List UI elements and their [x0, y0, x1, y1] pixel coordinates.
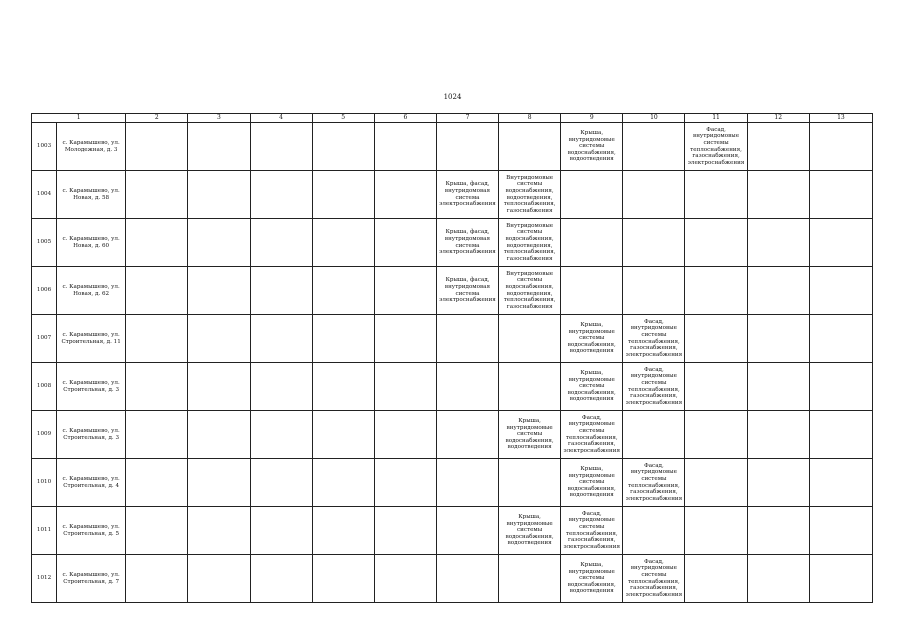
table-row [32, 459, 873, 507]
work-cell [747, 315, 809, 363]
work-cell: Фасад, внутридомовые системы теплоснабжения, газоснабжения, электроснабжения [623, 459, 685, 507]
work-cell: Фасад, внутридомовые системы теплоснабжения, газоснабжения, электроснабжения [623, 315, 685, 363]
column-header-8: 8 [499, 114, 561, 123]
address-cell: с. Карамышево, ул. Строительная, д. 11 [57, 315, 126, 363]
work-cell [188, 459, 250, 507]
work-cell [685, 507, 747, 555]
work-cell: Фасад, внутридомовые системы теплоснабжения, газоснабжения, электроснабжения [623, 555, 685, 603]
work-cell [623, 267, 685, 315]
work-cell [685, 411, 747, 459]
column-header-11: 11 [685, 114, 747, 123]
address-cell: с. Карамышево, ул. Новая, д. 58 [57, 171, 126, 219]
work-cell [747, 507, 809, 555]
address-cell: с. Карамышево, ул. Новая, д. 62 [57, 267, 126, 315]
work-cell [809, 267, 872, 315]
work-cell [312, 267, 374, 315]
column-header-13: 13 [809, 114, 872, 123]
work-cell [312, 555, 374, 603]
work-cell [685, 315, 747, 363]
work-cell [374, 171, 436, 219]
work-cell [436, 459, 498, 507]
work-cell [499, 459, 561, 507]
table-row [32, 123, 873, 171]
header-row [32, 114, 873, 123]
address-cell: с. Карамышево, ул. Строительная, д. 5 [57, 507, 126, 555]
work-cell: Крыша, внутридомовые системы водоснабжения, водоотведения [561, 555, 623, 603]
column-header-4: 4 [250, 114, 312, 123]
work-cell: Фасад, внутридомовые системы теплоснабжения, газоснабжения, электроснабжения [623, 363, 685, 411]
work-cell: Крыша, внутридомовые системы водоснабжения, водоотведения [561, 123, 623, 171]
work-cell [809, 123, 872, 171]
work-cell [250, 315, 312, 363]
work-cell: Внутридомовые системы водоснабжения, водоотведения, теплоснабжения, газоснабжения [499, 219, 561, 267]
column-header-5: 5 [312, 114, 374, 123]
work-cell [250, 219, 312, 267]
work-cell [374, 219, 436, 267]
work-cell [374, 555, 436, 603]
work-cell: Крыша, внутридомовые системы водоснабжения, водоотведения [499, 411, 561, 459]
work-cell [436, 363, 498, 411]
work-cell [623, 171, 685, 219]
repair-schedule-table [31, 113, 873, 603]
work-cell [188, 363, 250, 411]
work-cell [312, 507, 374, 555]
work-cell [188, 315, 250, 363]
column-header-10: 10 [623, 114, 685, 123]
row-number: 1012 [32, 555, 57, 603]
column-header-2: 2 [126, 114, 188, 123]
table-row [32, 315, 873, 363]
table-row [32, 267, 873, 315]
work-cell [250, 411, 312, 459]
work-cell: Крыша, внутридомовые системы водоснабжения, водоотведения [561, 363, 623, 411]
work-cell: Крыша, внутридомовые системы водоснабжения, водоотведения [499, 507, 561, 555]
work-cell [747, 219, 809, 267]
work-cell: Крыша, фасад, внутридомовая система электроснабжения [436, 219, 498, 267]
work-cell [436, 507, 498, 555]
work-cell: Фасад, внутридомовые системы теплоснабжения, газоснабжения, электроснабжения [561, 411, 623, 459]
work-cell [747, 411, 809, 459]
work-cell [126, 459, 188, 507]
work-cell: Крыша, фасад, внутридомовая система электроснабжения [436, 267, 498, 315]
work-cell [250, 267, 312, 315]
work-cell [374, 411, 436, 459]
work-cell [623, 507, 685, 555]
row-number: 1006 [32, 267, 57, 315]
work-cell [747, 267, 809, 315]
work-cell [809, 459, 872, 507]
work-cell: Крыша, фасад, внутридомовая система электроснабжения [436, 171, 498, 219]
work-cell [685, 363, 747, 411]
column-header-12: 12 [747, 114, 809, 123]
work-cell [126, 363, 188, 411]
work-cell: Крыша, внутридомовые системы водоснабжения, водоотведения [561, 459, 623, 507]
work-cell [250, 507, 312, 555]
work-cell [188, 123, 250, 171]
work-cell [374, 123, 436, 171]
work-cell [374, 363, 436, 411]
work-cell: Крыша, внутридомовые системы водоснабжения, водоотведения [561, 315, 623, 363]
work-cell [809, 411, 872, 459]
work-cell [561, 219, 623, 267]
work-cell: Внутридомовые системы водоснабжения, водоотведения, теплоснабжения, газоснабжения [499, 267, 561, 315]
work-cell [250, 123, 312, 171]
work-cell [747, 171, 809, 219]
address-cell: с. Карамышево, ул. Строительная, д. 7 [57, 555, 126, 603]
address-cell: с. Карамышево, ул. Новая, д. 60 [57, 219, 126, 267]
row-number: 1003 [32, 123, 57, 171]
work-cell [809, 219, 872, 267]
column-header-3: 3 [188, 114, 250, 123]
work-cell [188, 411, 250, 459]
work-cell [126, 315, 188, 363]
work-cell [499, 123, 561, 171]
address-cell: с. Карамышево, ул. Строительная, д. 3 [57, 411, 126, 459]
work-cell [561, 171, 623, 219]
work-cell [126, 411, 188, 459]
work-cell [126, 171, 188, 219]
work-cell [623, 123, 685, 171]
work-cell [499, 363, 561, 411]
work-cell [126, 123, 188, 171]
work-cell [250, 171, 312, 219]
work-cell [499, 315, 561, 363]
work-cell [623, 219, 685, 267]
work-cell [312, 123, 374, 171]
work-cell [747, 363, 809, 411]
column-header-7: 7 [436, 114, 498, 123]
work-cell [685, 171, 747, 219]
column-header-6: 6 [374, 114, 436, 123]
work-cell [312, 171, 374, 219]
page-number: 1024 [443, 93, 462, 101]
work-cell [312, 459, 374, 507]
table-row [32, 507, 873, 555]
work-cell: Фасад, внутридомовые системы теплоснабжения, газоснабжения, электроснабжения [685, 123, 747, 171]
work-cell [188, 555, 250, 603]
address-cell: с. Карамышево, ул. Строительная, д. 3 [57, 363, 126, 411]
row-number: 1010 [32, 459, 57, 507]
work-cell [188, 267, 250, 315]
work-cell [250, 555, 312, 603]
work-cell [809, 363, 872, 411]
work-cell [250, 363, 312, 411]
row-number: 1004 [32, 171, 57, 219]
work-cell [312, 363, 374, 411]
work-cell: Фасад, внутридомовые системы теплоснабжения, газоснабжения, электроснабжения [561, 507, 623, 555]
work-cell [188, 219, 250, 267]
work-cell [126, 555, 188, 603]
row-number: 1009 [32, 411, 57, 459]
table-row [32, 411, 873, 459]
table-row [32, 363, 873, 411]
work-cell [126, 267, 188, 315]
work-cell [809, 507, 872, 555]
work-cell [126, 219, 188, 267]
work-cell [312, 411, 374, 459]
work-cell [685, 459, 747, 507]
work-cell [250, 459, 312, 507]
row-number: 1007 [32, 315, 57, 363]
work-cell [374, 267, 436, 315]
work-cell [685, 267, 747, 315]
work-cell [747, 123, 809, 171]
work-cell [685, 555, 747, 603]
work-cell [126, 507, 188, 555]
work-cell [809, 171, 872, 219]
work-cell [312, 315, 374, 363]
work-cell [436, 555, 498, 603]
work-cell [747, 555, 809, 603]
work-cell [809, 555, 872, 603]
table-row [32, 555, 873, 603]
address-cell: с. Карамышево, ул. Молодежная, д. 3 [57, 123, 126, 171]
column-header-1: 1 [32, 114, 126, 123]
work-cell [188, 171, 250, 219]
work-cell [436, 315, 498, 363]
work-cell [561, 267, 623, 315]
work-cell: Внутридомовые системы водоснабжения, водоотведения, теплоснабжения, газоснабжения [499, 171, 561, 219]
address-cell: с. Карамышево, ул. Строительная, д. 4 [57, 459, 126, 507]
row-number: 1008 [32, 363, 57, 411]
work-cell [374, 507, 436, 555]
column-header-9: 9 [561, 114, 623, 123]
work-cell [747, 459, 809, 507]
work-cell [436, 123, 498, 171]
work-cell [374, 315, 436, 363]
work-cell [374, 459, 436, 507]
work-cell [436, 411, 498, 459]
table-row [32, 171, 873, 219]
row-number: 1005 [32, 219, 57, 267]
work-cell [499, 555, 561, 603]
row-number: 1011 [32, 507, 57, 555]
table-row [32, 219, 873, 267]
work-cell [188, 507, 250, 555]
work-cell [685, 219, 747, 267]
work-cell [312, 219, 374, 267]
work-cell [623, 411, 685, 459]
work-cell [809, 315, 872, 363]
